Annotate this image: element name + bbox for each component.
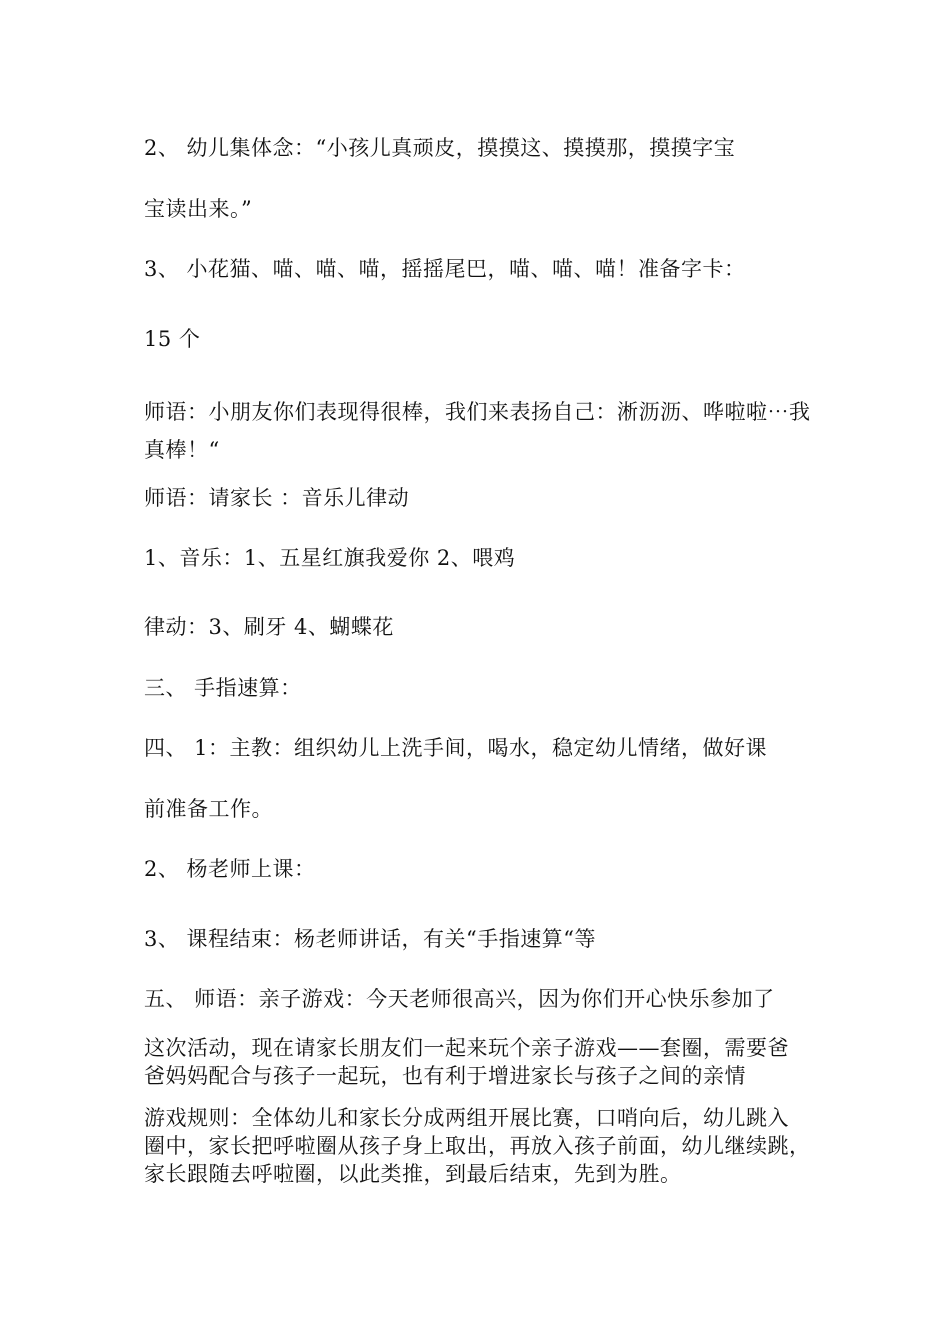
text-line-9: 律动：3、刷牙 4、蝴蝶花 — [144, 615, 394, 639]
text-line-6: 真棒！“ — [144, 438, 220, 462]
text-line-14: 3、 课程结束：杨老师讲话，有关“手指速算“等 — [144, 927, 597, 951]
text-line-1: 2、 幼儿集体念：“小孩儿真顽皮，摸摸这、摸摸那，摸摸字宝 — [144, 136, 736, 160]
text-line-12: 前准备工作。 — [144, 797, 273, 821]
text-line-16: 这次活动，现在请家长朋友们一起来玩个亲子游戏——套圈，需要爸 — [144, 1036, 789, 1060]
text-line-13: 2、 杨老师上课： — [144, 857, 316, 881]
text-line-10: 三、 手指速算： — [144, 676, 302, 700]
text-line-19: 圈中，家长把呼啦圈从孩子身上取出，再放入孩子前面，幼儿继续跳， — [144, 1134, 811, 1158]
text-line-7: 师语：请家长 ：音乐儿律动 — [144, 486, 410, 510]
text-line-2: 宝读出来。” — [144, 197, 253, 221]
text-line-17: 爸妈妈配合与孩子一起玩，也有利于增进家长与孩子之间的亲情 — [144, 1064, 746, 1088]
text-line-4: 15 个 — [144, 327, 201, 351]
text-line-8: 1、音乐：1、五星红旗我爱你 2、喂鸡 — [144, 546, 516, 570]
text-line-20: 家长跟随去呼啦圈，以此类推，到最后结束，先到为胜。 — [144, 1162, 682, 1186]
text-line-15: 五、 师语：亲子游戏：今天老师很高兴，因为你们开心快乐参加了 — [144, 987, 775, 1011]
text-line-18: 游戏规则：全体幼儿和家长分成两组开展比赛，口哨向后，幼儿跳入 — [144, 1106, 789, 1130]
text-line-3: 3、 小花猫、喵、喵、喵，摇摇尾巴，喵、喵、喵！准备字卡： — [144, 257, 746, 281]
text-line-11: 四、 1：主教：组织幼儿上洗手间，喝水，稳定幼儿情绪，做好课 — [144, 736, 768, 760]
text-line-5: 师语：小朋友你们表现得很棒，我们来表扬自己：淅沥沥、哗啦啦⋯我 — [144, 400, 811, 424]
